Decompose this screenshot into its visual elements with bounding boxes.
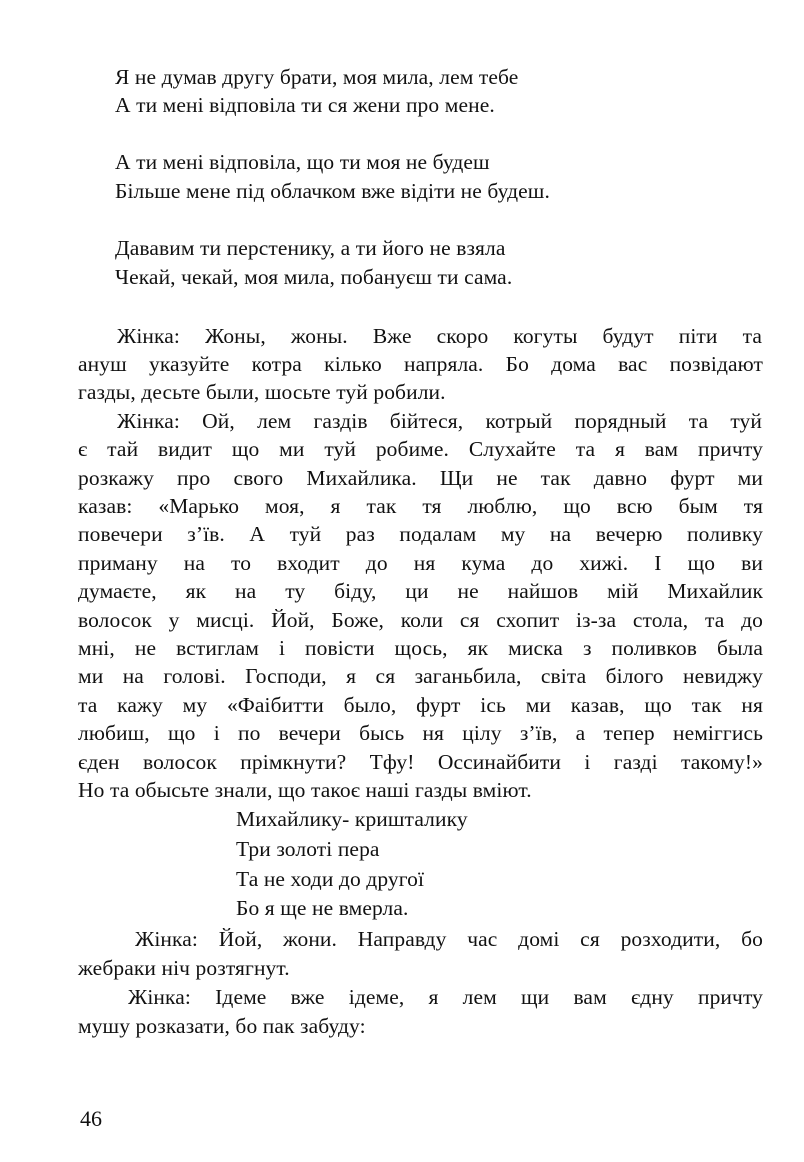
poem-line: А ти мені відповіла, що ти моя не будеш (115, 150, 490, 174)
poem-line: Дававим ти перстенику, а ти його не взяла (115, 236, 506, 260)
prose-line: Жінка: Ідеме вже ідеме, я лем щи вам єдну причту (128, 985, 763, 1009)
prose-line: та кажу му «Фаібитти было, фурт ісь ми казав, що так ня (78, 693, 763, 717)
prose-line: Жінка: Ой, лем газдів бійтеся, котрый порядный та туй (117, 409, 762, 433)
prose-line: Но та обысьте знали, що такоє наші газды вміют. (78, 778, 532, 802)
prose-line: казав: «Марько моя, я так тя люблю, що всю бым тя (78, 494, 763, 518)
prose-line: ми на голові. Господи, я ся заганьбила, світа білого невиджу (78, 664, 763, 688)
prose-line: є тай видит що ми туй робиме. Слухайте та я вам причту (78, 437, 763, 461)
prose-line: мні, не встиглам і повісти щось, як миска з поливков была (78, 636, 763, 660)
prose-line: Жінка: Жоны, жоны. Вже скоро когуты будут піти та (117, 324, 762, 348)
song-line: Три золоті пера (236, 837, 380, 861)
prose-line: любиш, що і по вечери бысь ня цілу з’їв, а тепер неміггись (78, 721, 763, 745)
song-line: Та не ходи до другої (236, 867, 425, 891)
prose-line: жебраки ніч розтягнут. (78, 956, 290, 980)
poem-line: Більше мене під облачком вже відіти не будеш. (115, 179, 550, 203)
poem-line: Я не думав другу брати, моя мила, лем тебе (115, 65, 519, 89)
song-line: Бо я ще не вмерла. (236, 896, 409, 920)
prose-line: Жінка: Йой, жони. Направду час домі ся розходити, бо (135, 927, 763, 951)
poem-line: А ти мені відповіла ти ся жени про мене. (115, 93, 495, 117)
prose-line: єден волосок прімкнути? Тфу! Оссинайбити і газді такому!» (78, 750, 763, 774)
prose-line: волосок у мисці. Йой, Боже, коли ся схопит із-за стола, та до (78, 608, 763, 632)
prose-line: розкажу про свого Михайлика. Щи не так давно фурт ми (78, 466, 763, 490)
prose-line: газды, десьте были, шосьте туй робили. (78, 380, 446, 404)
poem-line: Чекай, чекай, моя мила, побануєш ти сама. (115, 265, 513, 289)
prose-line: приману на то входит до ня кума до хижі. І що ви (78, 551, 763, 575)
page-number: 46 (80, 1106, 102, 1131)
song-line: Михайлику- кришталику (236, 807, 468, 831)
prose-line: думаєте, як на ту біду, ци не найшов мій Михайлик (78, 579, 763, 603)
prose-line: повечери з’їв. А туй раз подалам му на вечерю поливку (78, 522, 763, 546)
prose-line: ануш указуйте котра кілько напряла. Бо дома вас позвідают (78, 352, 763, 376)
prose-line: мушу розказати, бо пак забуду: (78, 1014, 366, 1038)
